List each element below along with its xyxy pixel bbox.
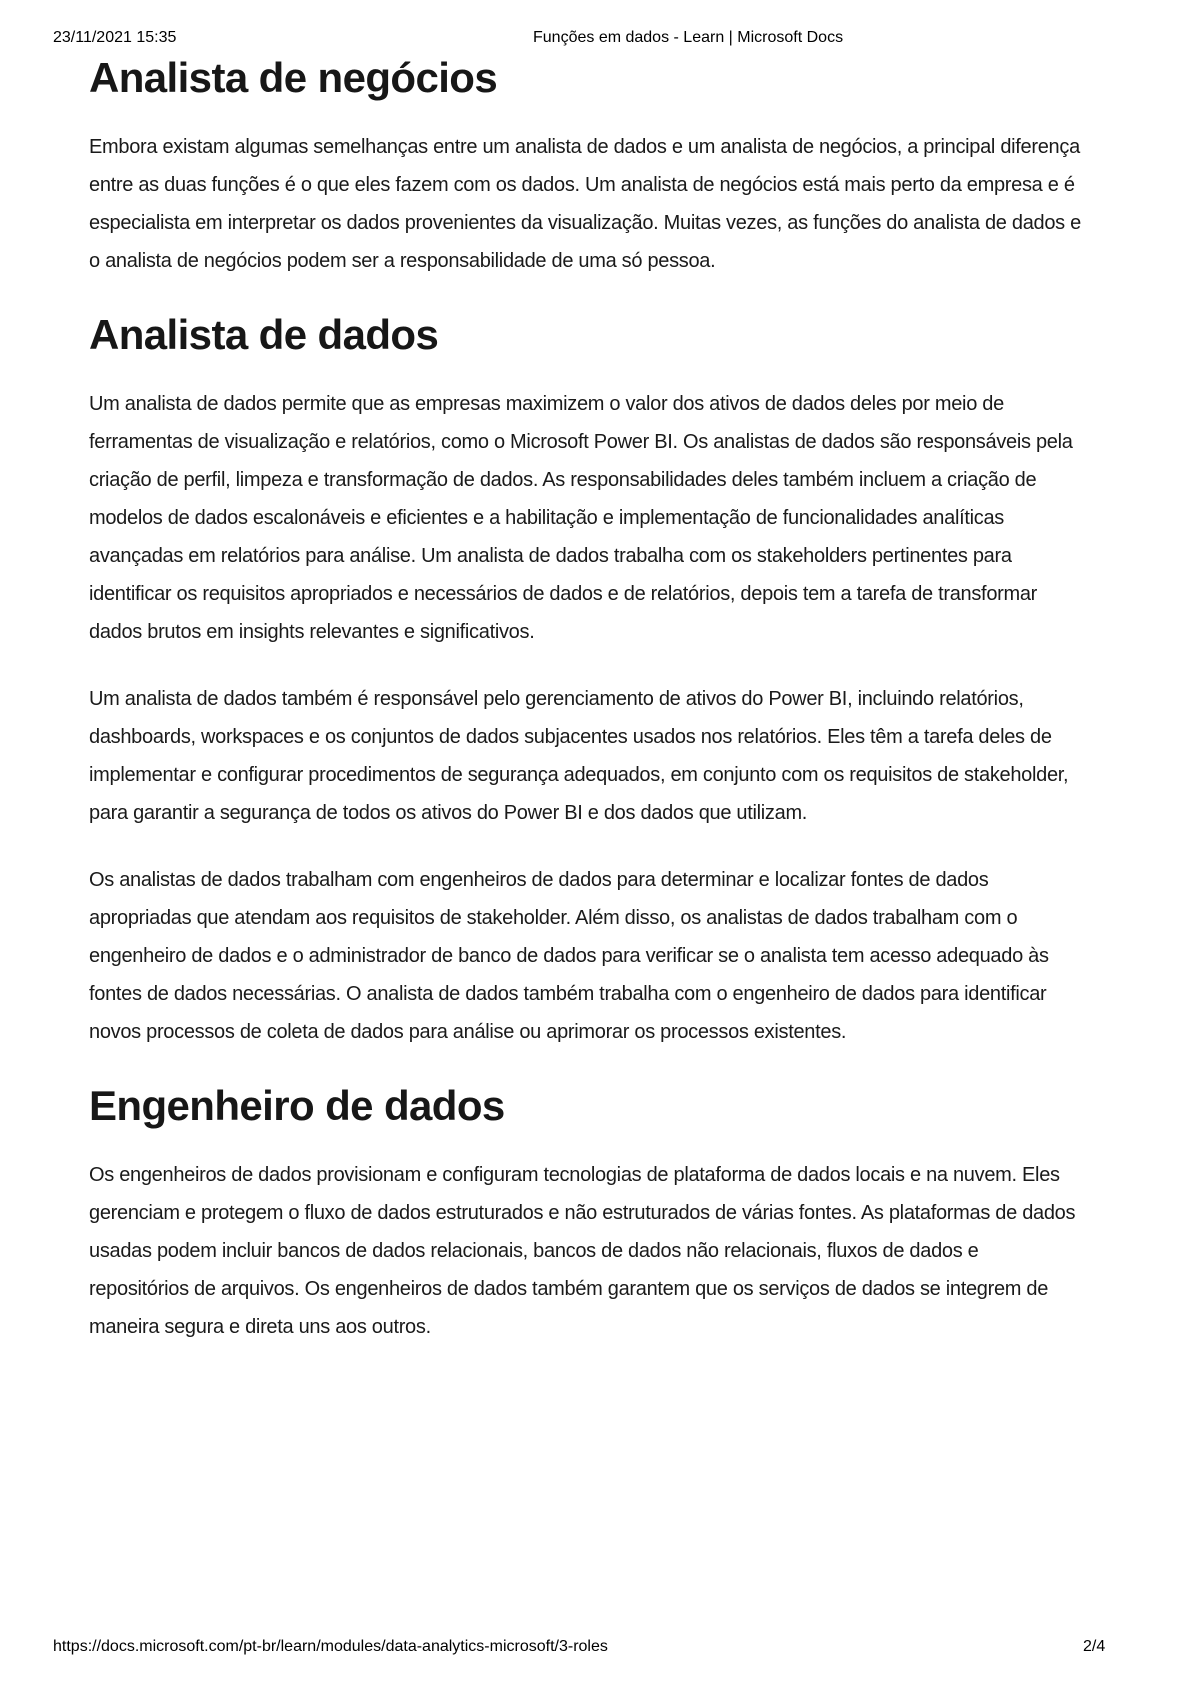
heading-analista-de-negocios: Analista de negócios — [89, 54, 498, 101]
document-content — [89, 52, 1081, 1375]
paragraph: Embora existam algumas semelhanças entre um analista de dados e um analista de negócios, a principal diferença entre as duas funções é o que eles fazem com os dados. Um analista de negócios está mais perto da empresa e é especialista em interpretar os dados provenientes da visualização. Muitas vezes, as funções do analista de dados e o analista de negócios podem ser a responsabilidade de uma só pessoa. — [89, 136, 1081, 272]
heading-engenheiro-de-dados: Engenheiro de dados — [89, 1082, 505, 1129]
section-analista-de-negocios — [89, 52, 1081, 280]
print-source-url: https://docs.microsoft.com/pt-br/learn/modules/data-analytics-microsoft/3-roles — [53, 1638, 608, 1655]
paragraph: Os engenheiros de dados provisionam e configuram tecnologias de plataforma de dados locais e na nuvem. Eles gerenciam e protegem o fluxo de dados estruturados e não estruturados de várias fontes. As plataformas de dados usadas podem incluir bancos de dados relacionais, bancos de dados não relacionais, fluxos de dados e repositórios de arquivos. Os engenheiros de dados também garantem que os serviços de dados se integrem de maneira segura e direta uns aos outros. — [89, 1164, 1076, 1338]
section-analista-de-dados — [89, 309, 1081, 1051]
paragraph: Um analista de dados também é responsável pelo gerenciamento de ativos do Power BI, incluindo relatórios, dashboards, workspaces e os conjuntos de dados subjacentes usados nos relatórios. Eles têm a tarefa deles de implementar e configurar procedimentos de segurança adequados, em conjunto com os requisitos de stakeholder, para garantir a segurança de todos os ativos do Power BI e dos dados que utilizam. — [89, 688, 1069, 824]
page-number-indicator: 2/4 — [1083, 1638, 1106, 1655]
heading-analista-de-dados: Analista de dados — [89, 311, 439, 358]
section-engenheiro-de-dados — [89, 1080, 1081, 1346]
print-doc-title: Funções em dados - Learn | Microsoft Docs — [533, 29, 844, 46]
paragraph: Um analista de dados permite que as empresas maximizem o valor dos ativos de dados deles por meio de ferramentas de visualização e relatórios, como o Microsoft Power BI. Os analistas de dados são responsáveis pela criação de perfil, limpeza e transformação de dados. As responsabilidades deles também incluem a criação de modelos de dados escalonáveis e eficientes e a habilitação e implementação de funcionalidades analíticas avançadas em relatórios para análise. Um analista de dados trabalha com os stakeholders pertinentes para identificar os requisitos apropriados e necessários de dados e de relatórios, depois tem a tarefa de transformar dados brutos em insights relevantes e significativos. — [89, 393, 1073, 643]
print-datetime: 23/11/2021 15:35 — [53, 29, 177, 46]
paragraph: Os analistas de dados trabalham com engenheiros de dados para determinar e localizar fontes de dados apropriadas que atendam aos requisitos de stakeholder. Além disso, os analistas de dados trabalham com o engenheiro de dados e o administrador de banco de dados para verificar se o analista tem acesso adequado às fontes de dados necessárias. O analista de dados também trabalha com o engenheiro de dados para identificar novos processos de coleta de dados para análise ou aprimorar os processos existentes. — [89, 869, 1049, 1043]
